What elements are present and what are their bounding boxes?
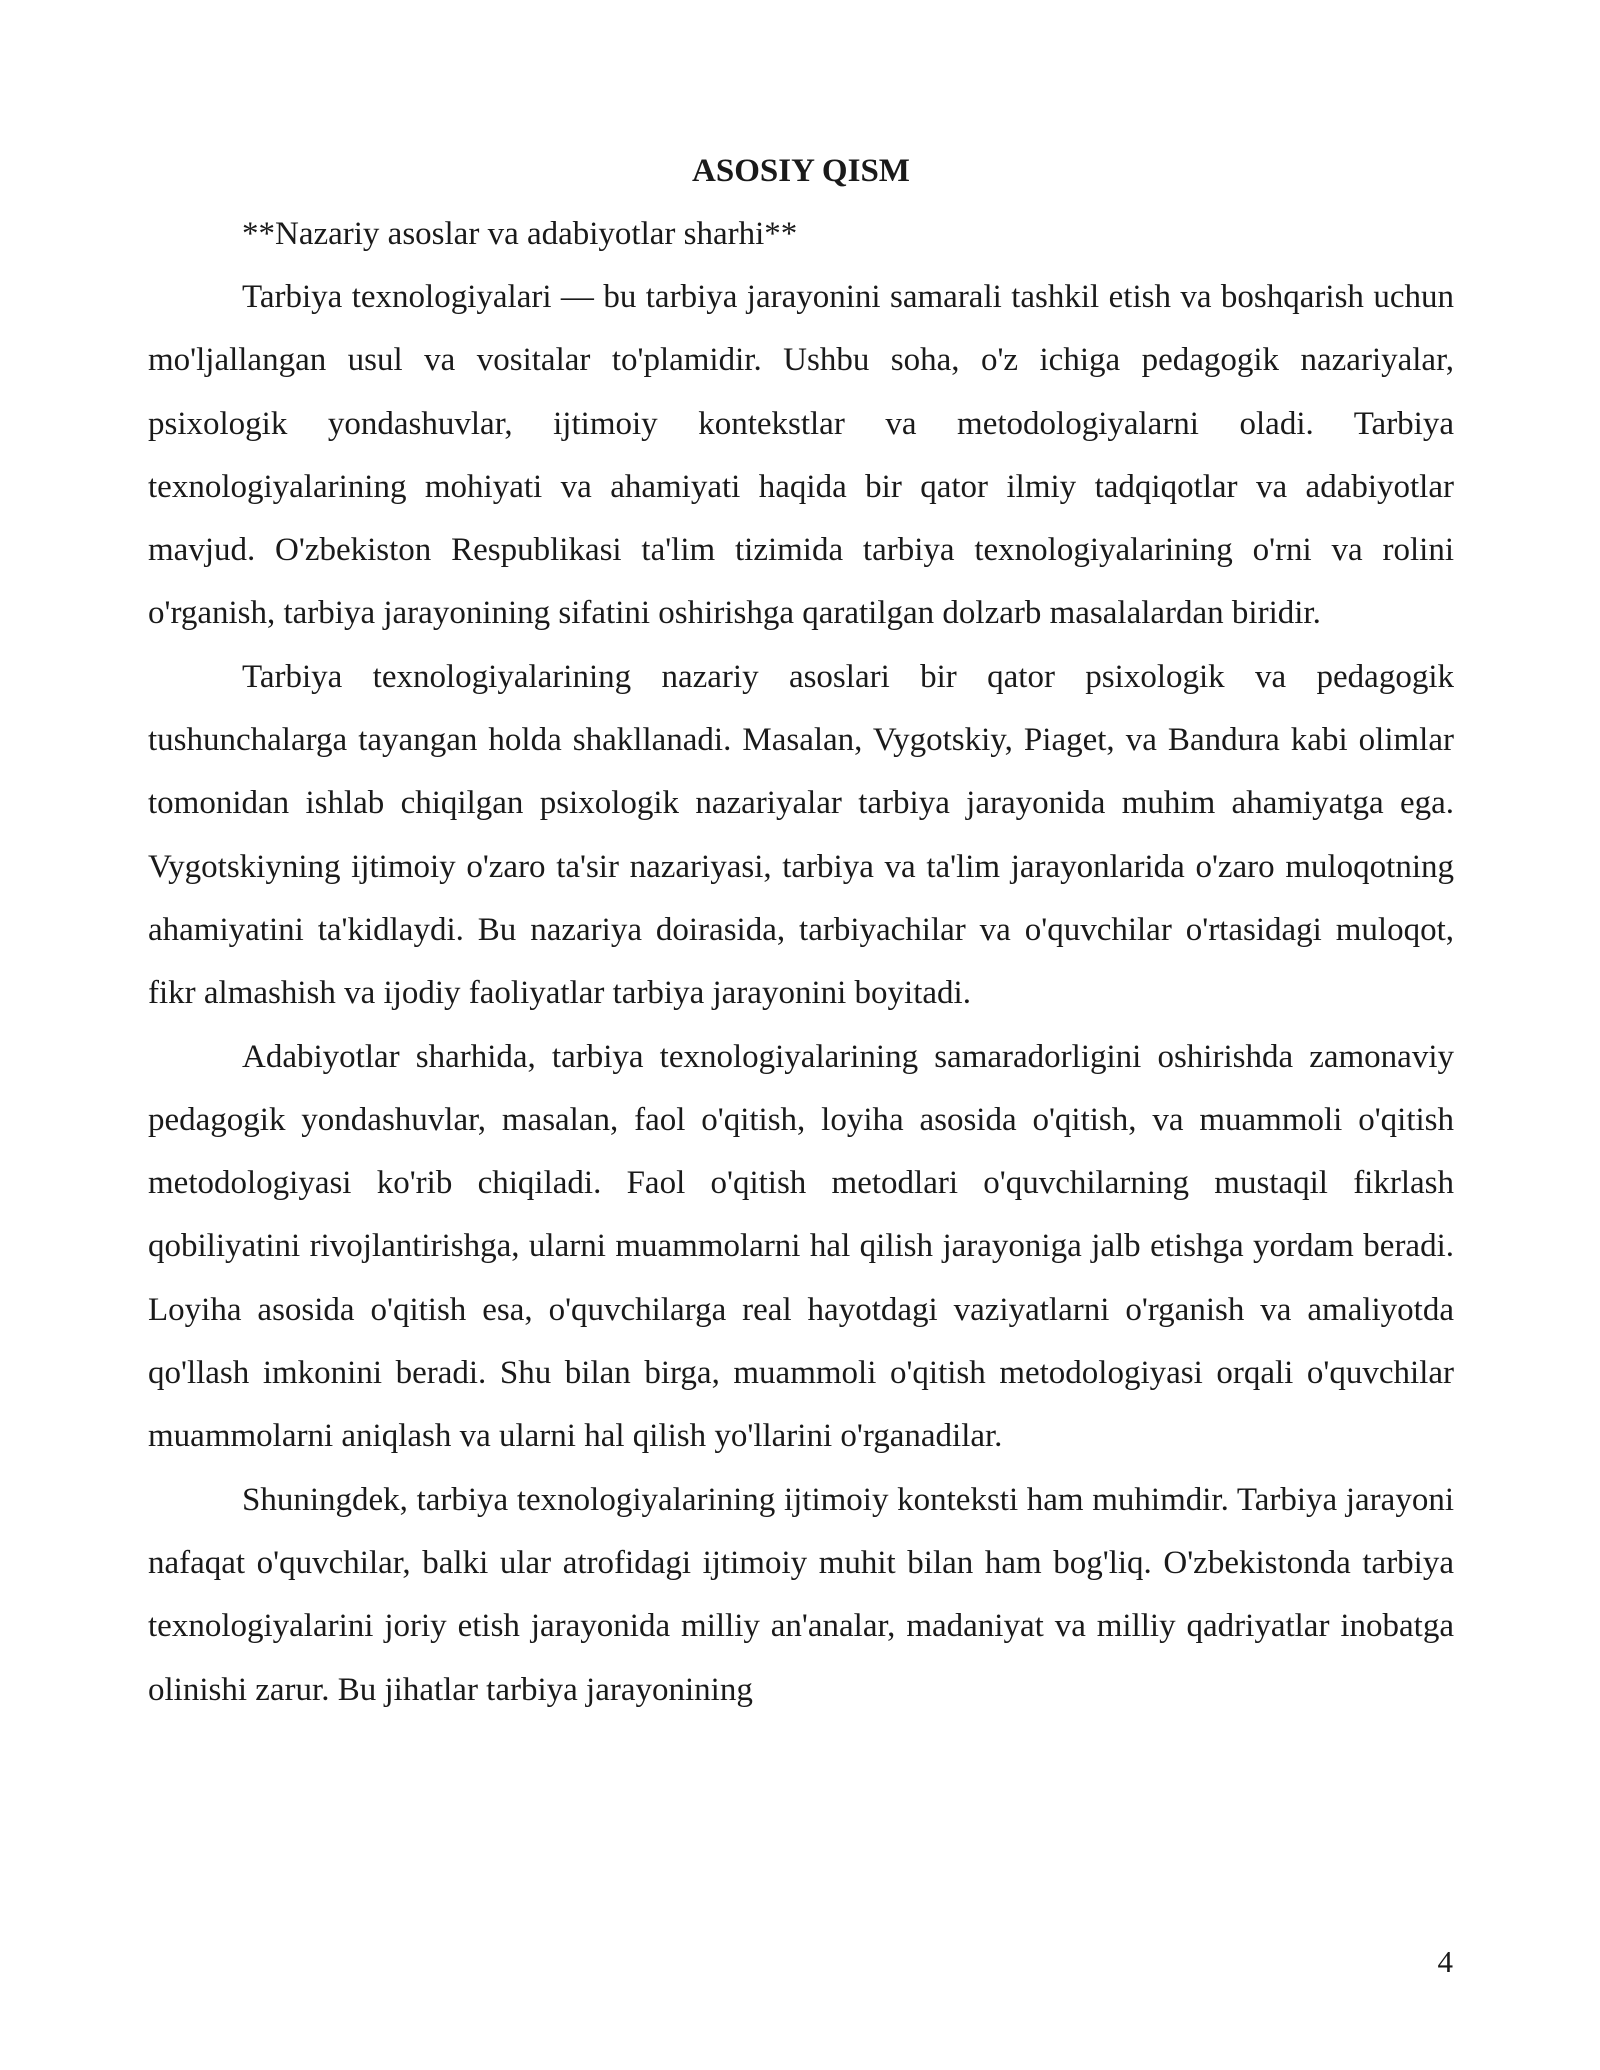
section-subtitle: **Nazariy asoslar va adabiyotlar sharhi** — [242, 216, 798, 252]
paragraph-3: Adabiyotlar sharhida, tarbiya texnologiyalarining samaradorligini oshirishda zamonaviy pedagogik yondashuvlar, masalan, faol o'qitish, loyiha asosida o'qitish, va muammoli o'qitish metodologiyasi ko'rib chiqiladi. Faol o'qitish metodlari o'quvchilarning mustaqil fikrlash qobiliyatini rivojlantirishga, ularni muammolarni hal qilish jarayoniga jalb etishga yordam beradi. Loyiha asosida o'qitish esa, o'quvchilarga real hayotdagi vaziyatlarni o'rganish va amaliyotda qo'llash imkonini beradi. Shu bilan birga, muammoli o'qitish metodologiyasi orqali o'quvchilar muammolarni aniqlash va ularni hal qilish yo'llarini o'rganadilar. — [148, 1038, 1454, 1455]
paragraph-4: Shuningdek, tarbiya texnologiyalarining ijtimoiy konteksti ham muhimdir. Tarbiya jarayoni nafaqat o'quvchilar, balki ular atrofidagi ijtimoiy muhit bilan ham bog'liq. O'zbekistonda tarbiya texnologiyalarini joriy etish jarayonida milliy an'analar, madaniyat va milliy qadriyatlar inobatga olinishi zarur. Bu jihatlar tarbiya jarayonining — [148, 1481, 1454, 1708]
page-number: 4 — [1437, 1944, 1453, 1979]
section-title: ASOSIY QISM — [692, 153, 910, 189]
paragraph-1: Tarbiya texnologiyalari — bu tarbiya jarayonini samarali tashkil etish va boshqarish uchun mo'ljallangan usul va vositalar to'plamidir. Ushbu soha, o'z ichiga pedagogik nazariyalar, psixologik yondashuvlar, ijtimoiy kontekstlar va metodologiyalarni oladi. Tarbiya texnologiyalarining mohiyati va ahamiyati haqida bir qator ilmiy tadqiqotlar va adabiyotlar mavjud. O'zbekiston Respublikasi ta'lim tizimida tarbiya texnologiyalarining o'rni va rolini o'rganish, tarbiya jarayonining sifatini oshirishga qaratilgan dolzarb masalalardan biridir. — [148, 279, 1454, 632]
paragraph-2: Tarbiya texnologiyalarining nazariy asoslari bir qator psixologik va pedagogik tushunchalarga tayangan holda shakllanadi. Masalan, Vygotskiy, Piaget, va Bandura kabi olimlar tomonidan ishlab chiqilgan psixologik nazariyalar tarbiya jarayonida muhim ahamiyatga ega. Vygotskiyning ijtimoiy o'zaro ta'sir nazariyasi, tarbiya va ta'lim jarayonlarida o'zaro muloqotning ahamiyatini ta'kidlaydi. Bu nazariya doirasida, tarbiyachilar va o'quvchilar o'rtasidagi muloqot, fikr almashish va ijodiy faoliyatlar tarbiya jarayonini boyitadi. — [148, 658, 1454, 1012]
page-body — [148, 140, 1454, 1722]
